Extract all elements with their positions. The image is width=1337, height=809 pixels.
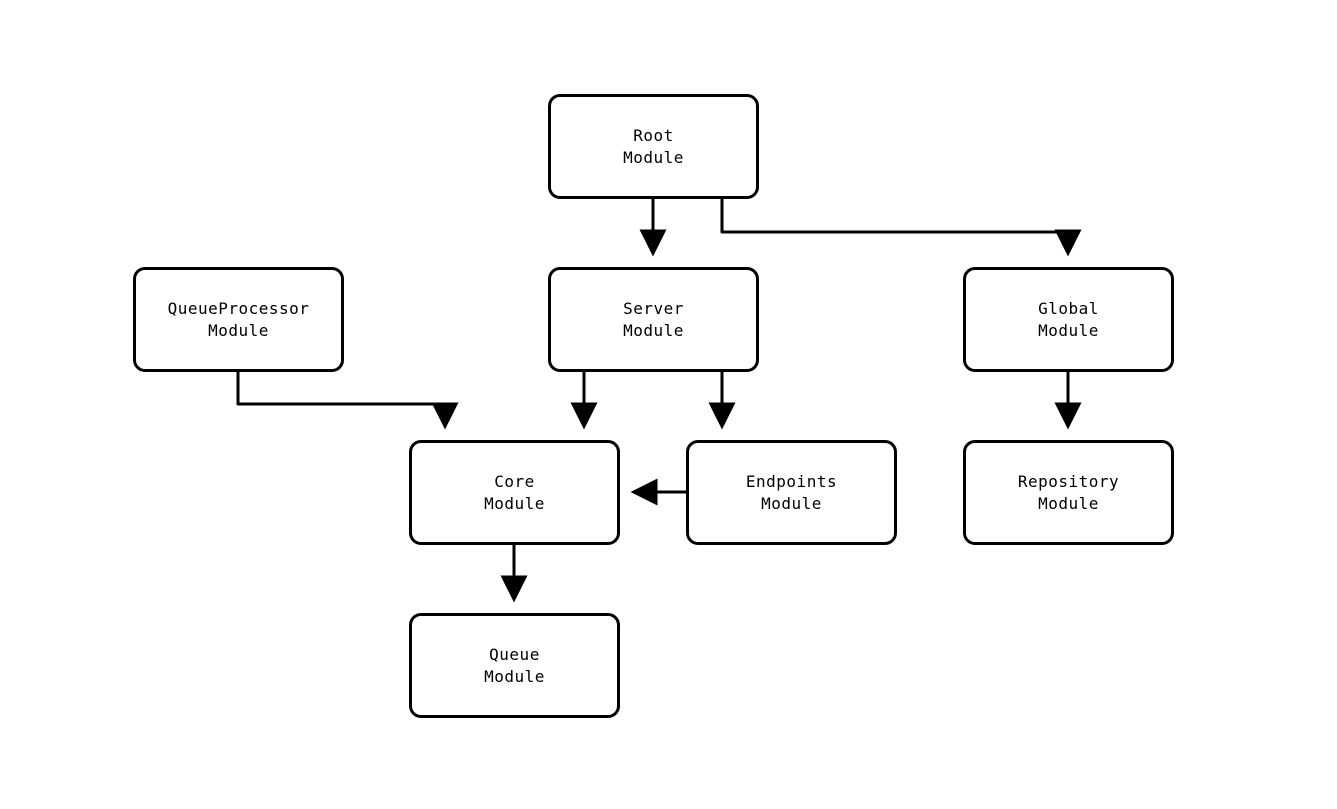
- node-repository-module[interactable]: [963, 440, 1174, 545]
- node-endpoints-module-line2: Module: [761, 493, 822, 513]
- node-server-module[interactable]: [548, 267, 759, 372]
- node-queueprocessor-module-line2: Module: [208, 320, 269, 340]
- node-server-module-line2: Module: [623, 320, 684, 340]
- edge-queueprocessor-to-core: [238, 372, 445, 425]
- node-queueprocessor-module[interactable]: [133, 267, 344, 372]
- node-global-module-line1: Global: [1038, 298, 1099, 318]
- node-endpoints-module-line1: Endpoints: [745, 471, 838, 491]
- node-global-module[interactable]: [963, 267, 1174, 372]
- node-core-module-line1: Core: [494, 471, 535, 491]
- node-root-module[interactable]: [548, 94, 759, 199]
- node-queueprocessor-module-line1: QueueProcessor: [167, 298, 310, 318]
- node-queue-module-line2: Module: [484, 666, 545, 686]
- node-root-module-line1: Root: [633, 125, 674, 145]
- node-server-module-line1: Server: [623, 298, 684, 318]
- edge-root-to-global: [722, 199, 1068, 252]
- node-repository-module-line2: Module: [1038, 493, 1099, 513]
- node-root-module-line2: Module: [623, 147, 684, 167]
- node-core-module-line2: Module: [484, 493, 545, 513]
- node-repository-module-line1: Repository: [1017, 471, 1120, 491]
- node-endpoints-module[interactable]: [686, 440, 897, 545]
- node-global-module-line2: Module: [1038, 320, 1099, 340]
- node-core-module[interactable]: [409, 440, 620, 545]
- node-queue-module-line1: Queue: [489, 644, 540, 664]
- node-queue-module[interactable]: [409, 613, 620, 718]
